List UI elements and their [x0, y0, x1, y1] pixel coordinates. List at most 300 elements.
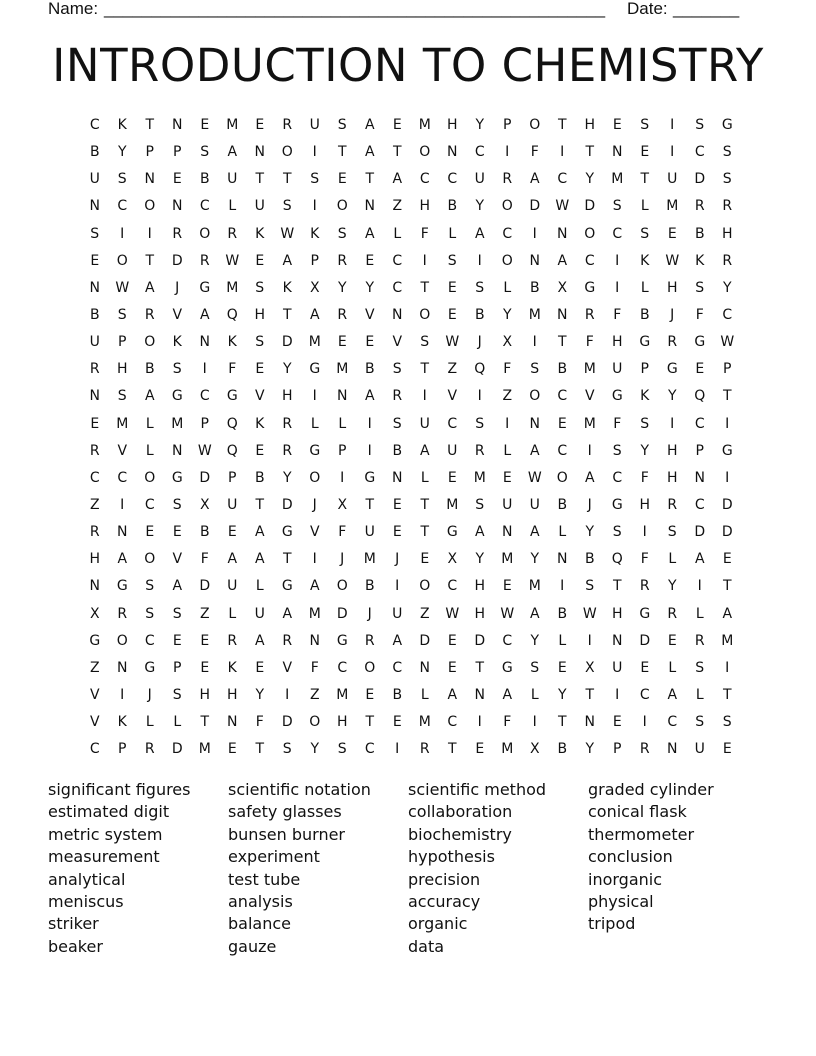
- grid-letter: F: [695, 306, 704, 323]
- grid-letter: I: [587, 442, 592, 459]
- grid-letter: T: [447, 741, 457, 758]
- grid-letter: V: [309, 524, 320, 541]
- grid-letter: B: [557, 361, 568, 378]
- grid-letter: D: [419, 632, 431, 649]
- grid-letter: E: [392, 117, 402, 133]
- grid-letter: A: [282, 252, 293, 269]
- grid-letter: A: [392, 171, 403, 188]
- grid-letter: H: [611, 334, 623, 351]
- grid-letter: M: [611, 171, 624, 188]
- grid-letter: N: [557, 225, 568, 242]
- grid-letter: O: [529, 117, 541, 133]
- word-bank-item: measurement: [48, 847, 160, 867]
- grid-letter: Z: [89, 659, 100, 676]
- grid-letter: X: [502, 334, 513, 351]
- grid-letter: I: [477, 714, 482, 731]
- grid-letter: N: [227, 714, 238, 731]
- grid-letter: J: [312, 496, 317, 513]
- grid-letter: O: [309, 714, 321, 731]
- grid-letter: U: [227, 578, 238, 595]
- word-bank-item: scientific notation: [228, 780, 371, 799]
- grid-letter: C: [199, 388, 210, 405]
- grid-letter: E: [695, 361, 705, 378]
- grid-letter: E: [420, 551, 430, 568]
- grid-letter: R: [639, 741, 650, 758]
- grid-letter: L: [530, 686, 539, 703]
- grid-letter: F: [640, 469, 649, 486]
- grid-letter: I: [202, 361, 207, 378]
- grid-letter: C: [419, 171, 430, 188]
- grid-letter: D: [721, 496, 733, 513]
- grid-letter: N: [474, 686, 485, 703]
- grid-letter: N: [667, 741, 678, 758]
- grid-letter: Y: [557, 686, 567, 703]
- grid-letter: U: [447, 442, 458, 459]
- grid-letter: M: [363, 551, 376, 568]
- grid-letter: U: [612, 659, 623, 676]
- grid-letter: H: [116, 361, 128, 378]
- grid-letter: W: [115, 279, 130, 296]
- grid-letter: G: [309, 442, 321, 459]
- grid-letter: N: [144, 171, 155, 188]
- grid-letter: E: [337, 171, 347, 188]
- grid-letter: E: [200, 632, 210, 649]
- grid-letter: O: [556, 469, 568, 486]
- word-bank-item: estimated digit: [48, 802, 170, 822]
- word-search-grid: [81, 112, 741, 763]
- grid-letter: H: [419, 198, 431, 215]
- grid-letter: U: [227, 171, 238, 188]
- grid-letter: B: [364, 578, 375, 595]
- grid-letter: F: [530, 144, 539, 161]
- grid-letter: I: [477, 252, 482, 269]
- grid-letter: Y: [310, 741, 320, 758]
- grid-letter: T: [557, 117, 567, 133]
- grid-letter: E: [145, 524, 155, 541]
- grid-letter: U: [89, 171, 100, 188]
- grid-letter: X: [309, 279, 320, 296]
- grid-letter: S: [282, 198, 292, 215]
- grid-letter: J: [175, 279, 180, 296]
- grid-letter: M: [308, 334, 321, 351]
- grid-letter: X: [529, 741, 540, 758]
- grid-letter: T: [475, 659, 485, 676]
- grid-letter: A: [419, 442, 430, 459]
- grid-letter: W: [665, 252, 680, 269]
- grid-letter: A: [309, 306, 320, 323]
- grid-letter: R: [584, 306, 595, 323]
- grid-letter: G: [639, 605, 651, 622]
- grid-letter: K: [640, 388, 650, 405]
- grid-letter: C: [144, 496, 155, 513]
- grid-letter: B: [254, 469, 265, 486]
- grid-row: [81, 275, 741, 302]
- grid-letter: S: [475, 279, 485, 296]
- grid-letter: V: [172, 306, 183, 323]
- grid-letter: E: [447, 632, 457, 649]
- grid-letter: C: [117, 198, 128, 215]
- grid-letter: D: [171, 252, 183, 269]
- grid-letter: E: [200, 659, 210, 676]
- grid-letter: A: [364, 388, 375, 405]
- grid-letter: R: [667, 605, 678, 622]
- grid-letter: C: [447, 578, 458, 595]
- grid-letter: E: [255, 252, 265, 269]
- grid-letter: G: [336, 632, 348, 649]
- grid-letter: O: [281, 144, 293, 161]
- grid-letter: O: [116, 252, 128, 269]
- grid-letter: D: [171, 741, 183, 758]
- grid-letter: V: [282, 659, 293, 676]
- grid-letter: S: [640, 117, 650, 133]
- grid-letter: K: [695, 252, 705, 269]
- grid-row: [81, 166, 741, 193]
- grid-letter: N: [612, 144, 623, 161]
- grid-letter: O: [501, 252, 513, 269]
- word-bank-item: bunsen burner: [228, 824, 345, 844]
- grid-letter: Z: [392, 198, 403, 215]
- grid-letter: D: [336, 605, 348, 622]
- grid-letter: M: [116, 415, 129, 432]
- grid-letter: G: [309, 361, 321, 378]
- grid-letter: B: [144, 361, 155, 378]
- grid-letter: Y: [530, 551, 540, 568]
- grid-letter: N: [447, 144, 458, 161]
- grid-letter: A: [227, 551, 238, 568]
- grid-letter: Z: [447, 361, 458, 378]
- grid-letter: B: [447, 198, 458, 215]
- grid-letter: H: [226, 686, 238, 703]
- grid-letter: F: [613, 415, 622, 432]
- grid-letter: T: [337, 144, 347, 161]
- grid-letter: B: [557, 605, 568, 622]
- grid-letter: E: [475, 741, 485, 758]
- grid-letter: Z: [199, 605, 210, 622]
- grid-letter: Y: [585, 524, 595, 541]
- grid-letter: Y: [585, 171, 595, 188]
- grid-letter: R: [227, 225, 238, 242]
- grid-letter: O: [584, 225, 596, 242]
- grid-letter: N: [502, 524, 513, 541]
- grid-letter: C: [392, 252, 403, 269]
- grid-letter: T: [365, 496, 375, 513]
- grid-letter: V: [89, 714, 100, 731]
- word-bank-item: organic: [408, 914, 468, 934]
- grid-letter: A: [529, 171, 540, 188]
- grid-letter: S: [392, 361, 402, 378]
- grid-letter: C: [117, 469, 128, 486]
- grid-letter: R: [694, 632, 705, 649]
- grid-letter: A: [309, 578, 320, 595]
- grid-letter: I: [615, 279, 620, 296]
- word-bank-column: [48, 779, 223, 958]
- grid-letter: P: [503, 117, 512, 133]
- grid-letter: I: [615, 686, 620, 703]
- grid-row: [81, 655, 741, 682]
- grid-letter: A: [529, 442, 540, 459]
- grid-letter: N: [612, 632, 623, 649]
- grid-letter: I: [532, 225, 537, 242]
- grid-letter: S: [172, 361, 182, 378]
- grid-letter: M: [583, 361, 596, 378]
- grid-letter: R: [282, 415, 293, 432]
- grid-letter: O: [309, 469, 321, 486]
- grid-letter: J: [670, 306, 675, 323]
- grid-letter: V: [117, 442, 128, 459]
- grid-letter: S: [695, 659, 705, 676]
- grid-letter: H: [666, 442, 678, 459]
- grid-letter: G: [611, 496, 623, 513]
- grid-letter: K: [255, 415, 265, 432]
- grid-letter: P: [310, 252, 319, 269]
- word-bank-item: balance: [228, 914, 291, 934]
- grid-letter: R: [144, 741, 155, 758]
- grid-letter: M: [418, 117, 431, 133]
- grid-letter: H: [474, 605, 486, 622]
- grid-letter: E: [90, 252, 100, 269]
- grid-letter: E: [557, 659, 567, 676]
- grid-letter: L: [145, 714, 154, 731]
- grid-letter: X: [337, 496, 348, 513]
- grid-letter: D: [639, 632, 651, 649]
- grid-letter: G: [281, 578, 293, 595]
- grid-letter: I: [120, 496, 125, 513]
- grid-letter: L: [558, 524, 567, 541]
- grid-letter: I: [642, 714, 647, 731]
- grid-letter: R: [89, 442, 100, 459]
- grid-letter: D: [694, 171, 706, 188]
- grid-letter: W: [225, 252, 240, 269]
- grid-letter: W: [280, 225, 295, 242]
- grid-letter: F: [338, 524, 347, 541]
- grid-letter: M: [501, 741, 514, 758]
- grid-letter: T: [255, 496, 265, 513]
- grid-letter: S: [585, 578, 595, 595]
- grid-letter: E: [392, 524, 402, 541]
- grid-letter: I: [395, 741, 400, 758]
- grid-letter: J: [147, 686, 152, 703]
- grid-letter: I: [587, 632, 592, 649]
- grid-letter: L: [558, 632, 567, 649]
- grid-letter: S: [392, 415, 402, 432]
- grid-letter: N: [529, 415, 540, 432]
- grid-letter: G: [611, 388, 623, 405]
- grid-letter: I: [367, 442, 372, 459]
- grid-letter: J: [587, 496, 592, 513]
- grid-letter: K: [227, 659, 237, 676]
- grid-letter: E: [255, 659, 265, 676]
- grid-row: [81, 139, 741, 166]
- grid-letter: F: [585, 334, 594, 351]
- grid-letter: R: [392, 388, 403, 405]
- grid-letter: U: [612, 361, 623, 378]
- grid-letter: M: [336, 361, 349, 378]
- grid-letter: I: [422, 252, 427, 269]
- grid-letter: A: [254, 551, 265, 568]
- grid-letter: L: [255, 578, 264, 595]
- grid-letter: N: [392, 306, 403, 323]
- grid-letter: R: [282, 442, 293, 459]
- grid-letter: G: [364, 469, 376, 486]
- grid-letter: X: [584, 659, 595, 676]
- grid-letter: G: [144, 659, 156, 676]
- grid-letter: O: [144, 551, 156, 568]
- grid-row: [81, 383, 741, 410]
- grid-letter: H: [254, 306, 266, 323]
- grid-letter: G: [501, 659, 513, 676]
- grid-letter: E: [365, 334, 375, 351]
- grid-letter: E: [612, 714, 622, 731]
- grid-row: [81, 546, 741, 573]
- grid-letter: S: [337, 225, 347, 242]
- grid-letter: T: [200, 714, 210, 731]
- grid-letter: N: [117, 524, 128, 541]
- grid-letter: R: [337, 306, 348, 323]
- grid-letter: A: [474, 225, 485, 242]
- grid-letter: I: [147, 225, 152, 242]
- grid-letter: O: [144, 334, 156, 351]
- grid-letter: K: [227, 334, 237, 351]
- grid-letter: P: [695, 442, 704, 459]
- grid-letter: E: [255, 361, 265, 378]
- grid-letter: L: [668, 551, 677, 568]
- grid-letter: S: [117, 171, 127, 188]
- grid-letter: W: [500, 605, 515, 622]
- grid-letter: B: [89, 306, 100, 323]
- grid-letter: P: [200, 415, 209, 432]
- grid-letter: F: [228, 361, 237, 378]
- grid-letter: G: [584, 279, 596, 296]
- grid-letter: U: [419, 415, 430, 432]
- grid-letter: G: [226, 388, 238, 405]
- word-bank-item: biochemistry: [408, 824, 512, 844]
- grid-letter: E: [365, 252, 375, 269]
- grid-letter: S: [172, 496, 182, 513]
- grid-letter: S: [695, 279, 705, 296]
- grid-letter: S: [640, 225, 650, 242]
- grid-letter: N: [172, 442, 183, 459]
- grid-letter: R: [117, 605, 128, 622]
- grid-letter: A: [117, 551, 128, 568]
- word-bank-item: graded cylinder: [588, 780, 714, 799]
- grid-letter: A: [667, 686, 678, 703]
- grid-letter: M: [226, 117, 239, 133]
- grid-letter: S: [722, 144, 732, 161]
- grid-letter: E: [447, 659, 457, 676]
- grid-letter: D: [281, 714, 293, 731]
- grid-letter: I: [670, 415, 675, 432]
- grid-letter: N: [89, 279, 100, 296]
- grid-letter: P: [640, 361, 649, 378]
- grid-letter: U: [227, 496, 238, 513]
- grid-letter: D: [474, 632, 486, 649]
- grid-letter: K: [640, 252, 650, 269]
- grid-letter: M: [721, 632, 734, 649]
- grid-letter: O: [419, 144, 431, 161]
- grid-letter: I: [670, 117, 675, 133]
- word-bank-item: conical flask: [588, 802, 687, 822]
- grid-letter: T: [365, 714, 375, 731]
- grid-row: [81, 573, 741, 600]
- grid-letter: C: [722, 306, 733, 323]
- grid-letter: H: [666, 279, 678, 296]
- grid-letter: P: [723, 361, 732, 378]
- grid-letter: N: [557, 551, 568, 568]
- name-label: Name:: [48, 0, 99, 18]
- grid-letter: W: [527, 469, 542, 486]
- grid-letter: B: [89, 144, 100, 161]
- grid-letter: S: [722, 714, 732, 731]
- grid-letter: A: [722, 605, 733, 622]
- grid-letter: L: [228, 198, 237, 215]
- grid-letter: E: [392, 714, 402, 731]
- grid-letter: E: [722, 551, 732, 568]
- grid-letter: L: [338, 415, 347, 432]
- word-bank-item: thermometer: [588, 824, 695, 844]
- grid-letter: P: [145, 144, 154, 161]
- grid-letter: J: [395, 551, 400, 568]
- grid-letter: T: [282, 306, 292, 323]
- word-bank-item: conclusion: [588, 847, 673, 867]
- grid-letter: C: [557, 388, 568, 405]
- word-bank-item: precision: [408, 869, 481, 889]
- grid-letter: V: [584, 388, 595, 405]
- grid-letter: Y: [282, 361, 292, 378]
- grid-letter: C: [447, 714, 458, 731]
- grid-letter: X: [447, 551, 458, 568]
- grid-letter: H: [89, 551, 101, 568]
- grid-letter: N: [392, 469, 403, 486]
- grid-letter: B: [364, 361, 375, 378]
- grid-letter: A: [557, 252, 568, 269]
- grid-letter: I: [505, 415, 510, 432]
- grid-letter: S: [667, 524, 677, 541]
- grid-letter: L: [448, 225, 457, 242]
- grid-letter: S: [475, 415, 485, 432]
- grid-letter: I: [560, 578, 565, 595]
- grid-letter: Y: [667, 388, 677, 405]
- grid-letter: H: [336, 714, 348, 731]
- grid-letter: G: [721, 117, 733, 133]
- grid-letter: E: [172, 524, 182, 541]
- grid-letter: L: [393, 225, 402, 242]
- grid-letter: P: [228, 469, 237, 486]
- grid-letter: M: [501, 551, 514, 568]
- grid-letter: Y: [475, 198, 485, 215]
- grid-letter: M: [336, 686, 349, 703]
- grid-letter: M: [226, 279, 239, 296]
- grid-letter: V: [364, 306, 375, 323]
- grid-letter: C: [557, 442, 568, 459]
- grid-letter: H: [721, 225, 733, 242]
- grid-letter: S: [337, 741, 347, 758]
- word-bank-item: accuracy: [408, 891, 481, 911]
- grid-letter: P: [118, 334, 127, 351]
- grid-letter: E: [447, 279, 457, 296]
- grid-letter: W: [197, 442, 212, 459]
- grid-letter: A: [144, 388, 155, 405]
- grid-letter: D: [281, 334, 293, 351]
- grid-letter: O: [144, 469, 156, 486]
- grid-letter: I: [725, 415, 730, 432]
- grid-letter: S: [172, 686, 182, 703]
- grid-letter: A: [529, 605, 540, 622]
- grid-letter: A: [392, 632, 403, 649]
- word-bank-item: test tube: [228, 869, 301, 889]
- grid-letter: F: [503, 361, 512, 378]
- grid-letter: R: [722, 252, 733, 269]
- grid-letter: D: [694, 524, 706, 541]
